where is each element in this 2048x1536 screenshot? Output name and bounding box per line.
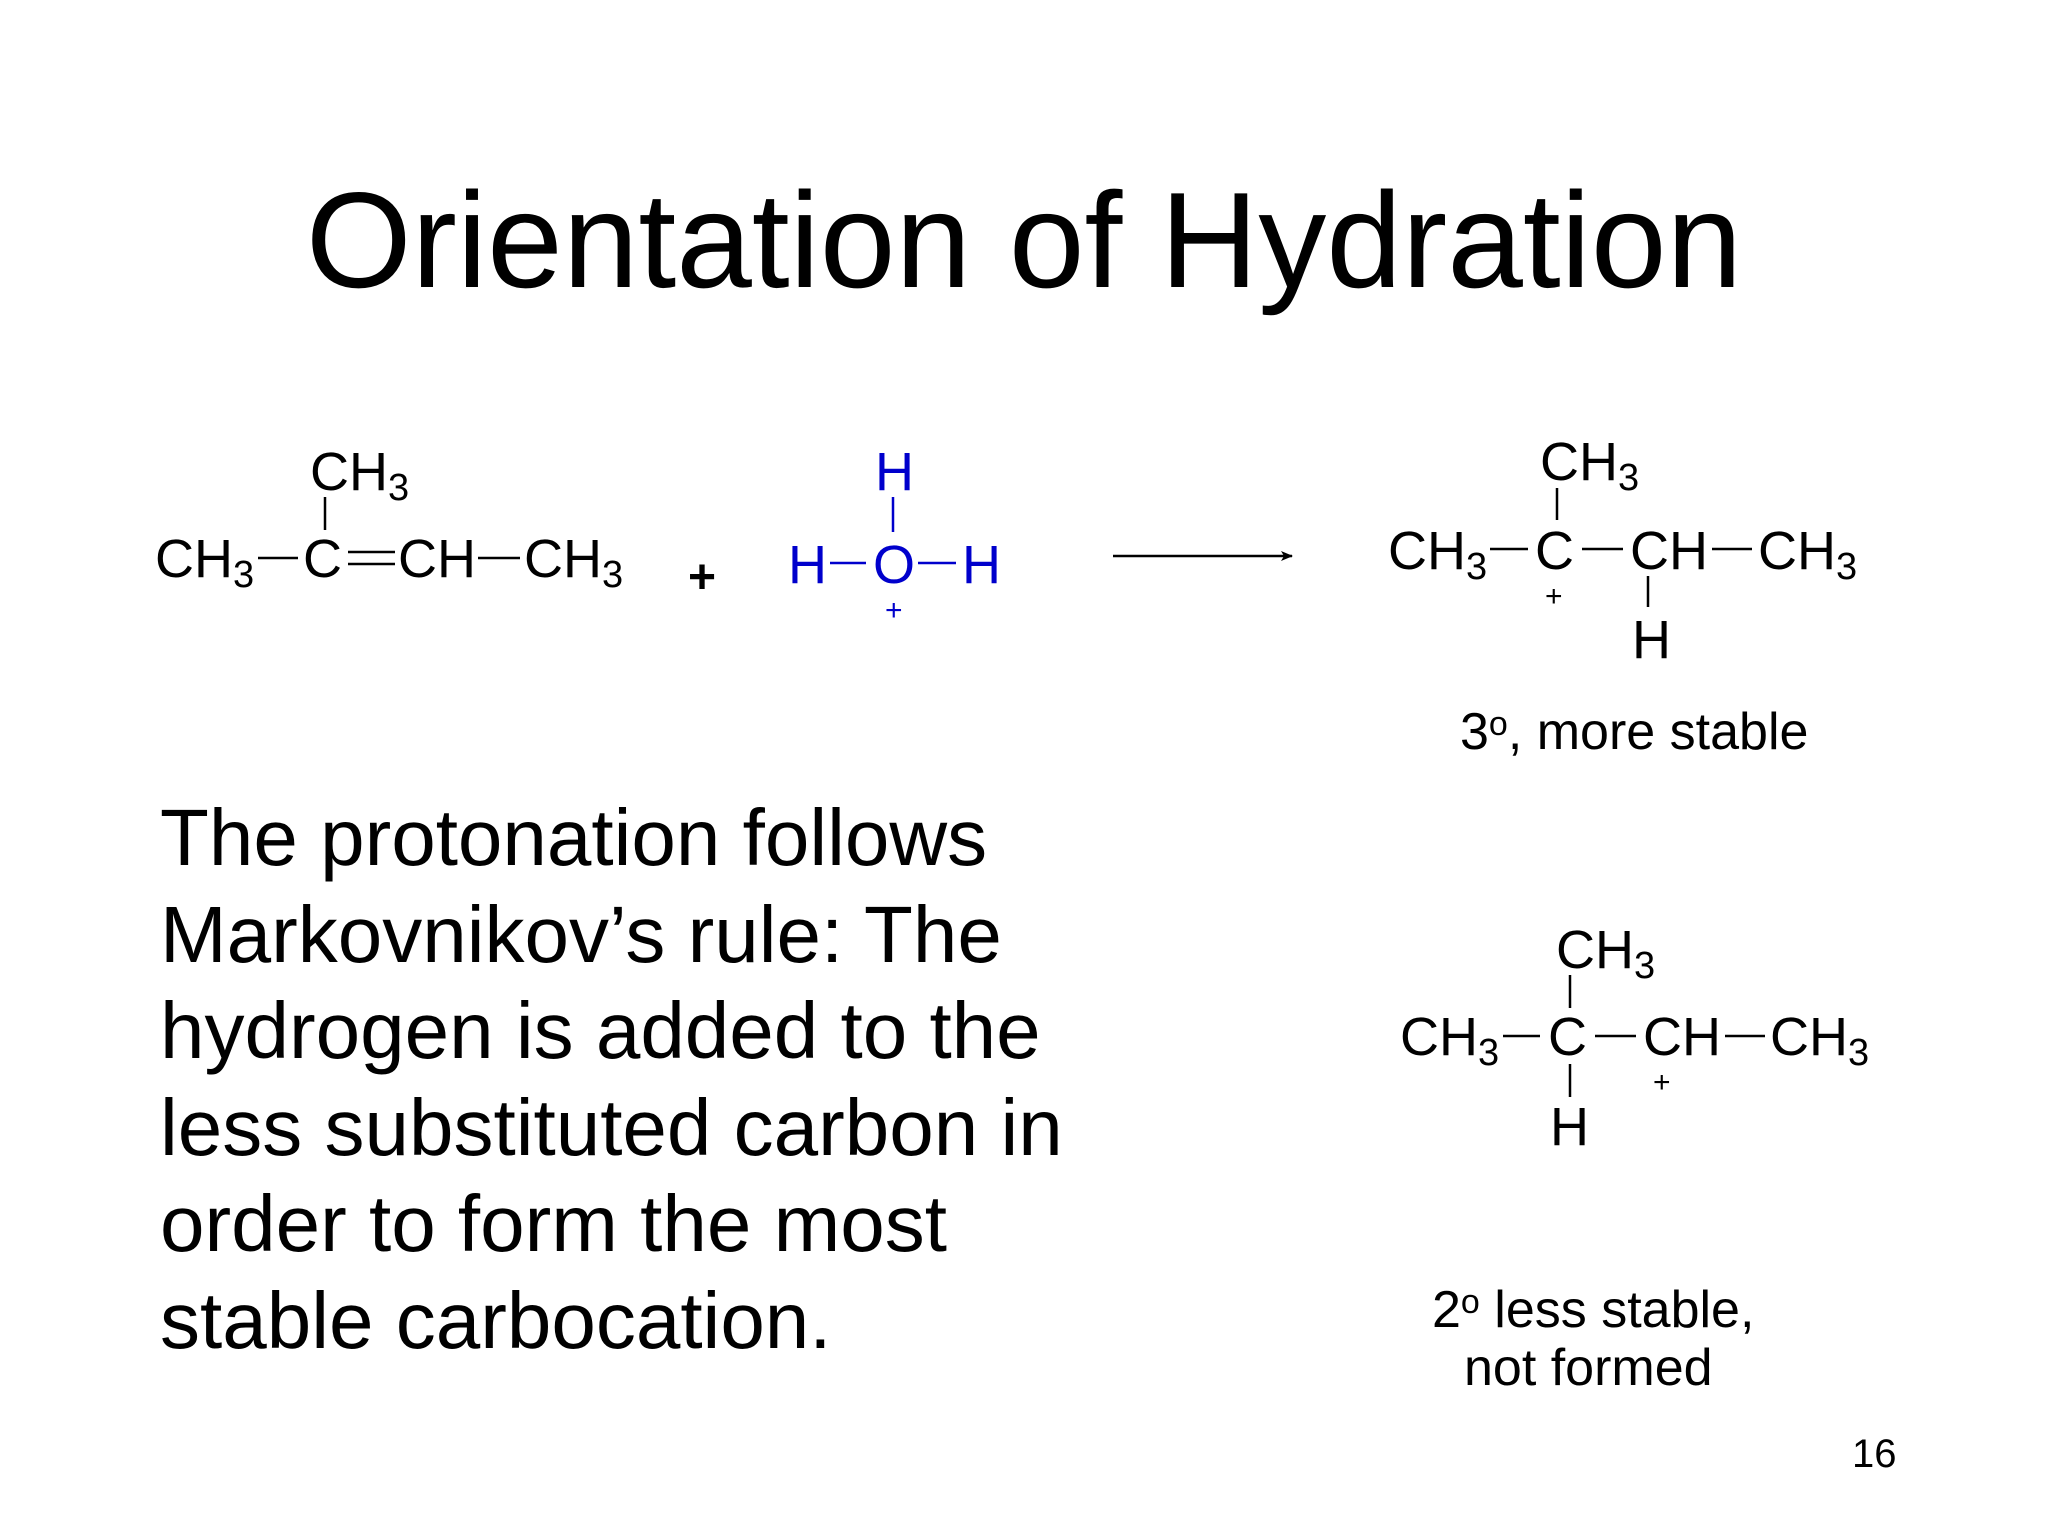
alkene-right-methyl: CH3 xyxy=(524,529,624,596)
secondary-top-methyl: CH3 xyxy=(1556,920,1656,987)
secondary-methine: CH xyxy=(1643,1007,1721,1067)
reaction-plus-sign: + xyxy=(688,551,717,604)
tertiary-right-methyl: CH3 xyxy=(1758,521,1858,588)
slide-title: Orientation of Hydration xyxy=(305,164,1743,316)
secondary-central-carbon: C xyxy=(1548,1007,1587,1067)
alkene-central-carbon: C xyxy=(303,529,342,589)
hydronium-oxygen: O xyxy=(873,535,916,595)
tertiary-methine: CH xyxy=(1630,521,1708,581)
hydronium-left-hydrogen: H xyxy=(788,535,827,595)
hydronium-right-hydrogen: H xyxy=(962,535,1001,595)
tertiary-carbocation xyxy=(1388,432,1857,670)
secondary-left-methyl: CH3 xyxy=(1400,1007,1500,1074)
tertiary-charge: + xyxy=(1545,580,1563,613)
secondary-right-methyl: CH3 xyxy=(1770,1007,1870,1074)
tertiary-central-carbon: C xyxy=(1535,521,1574,581)
slide-number: 16 xyxy=(1852,1432,1897,1476)
secondary-caption-line2: not formed xyxy=(1464,1339,1713,1397)
markovnikov-explanation: The protonation follows Markovnikov’s rule: The hydrogen is added to the less substituted carbon in order to form the most stable carbocation. xyxy=(160,793,1063,1365)
hydronium-top-hydrogen: H xyxy=(875,442,914,502)
hydronium-ion xyxy=(788,442,1001,627)
secondary-carbocation xyxy=(1400,920,1869,1157)
alkene-reactant xyxy=(155,442,623,596)
tertiary-top-methyl: CH3 xyxy=(1540,432,1640,499)
alkene-left-methyl: CH3 xyxy=(155,529,255,596)
hydronium-charge: + xyxy=(885,594,903,627)
secondary-charge: + xyxy=(1653,1066,1671,1099)
secondary-added-hydrogen: H xyxy=(1550,1097,1589,1157)
alkene-top-methyl: CH3 xyxy=(310,442,410,509)
tertiary-left-methyl: CH3 xyxy=(1388,521,1488,588)
secondary-caption-line1: 2$^o$ less stable, xyxy=(1432,1281,1755,1339)
tertiary-added-hydrogen: H xyxy=(1632,610,1671,670)
tertiary-caption: 3$^o$, more stable xyxy=(1460,703,1809,761)
alkene-methine: CH xyxy=(398,529,476,589)
